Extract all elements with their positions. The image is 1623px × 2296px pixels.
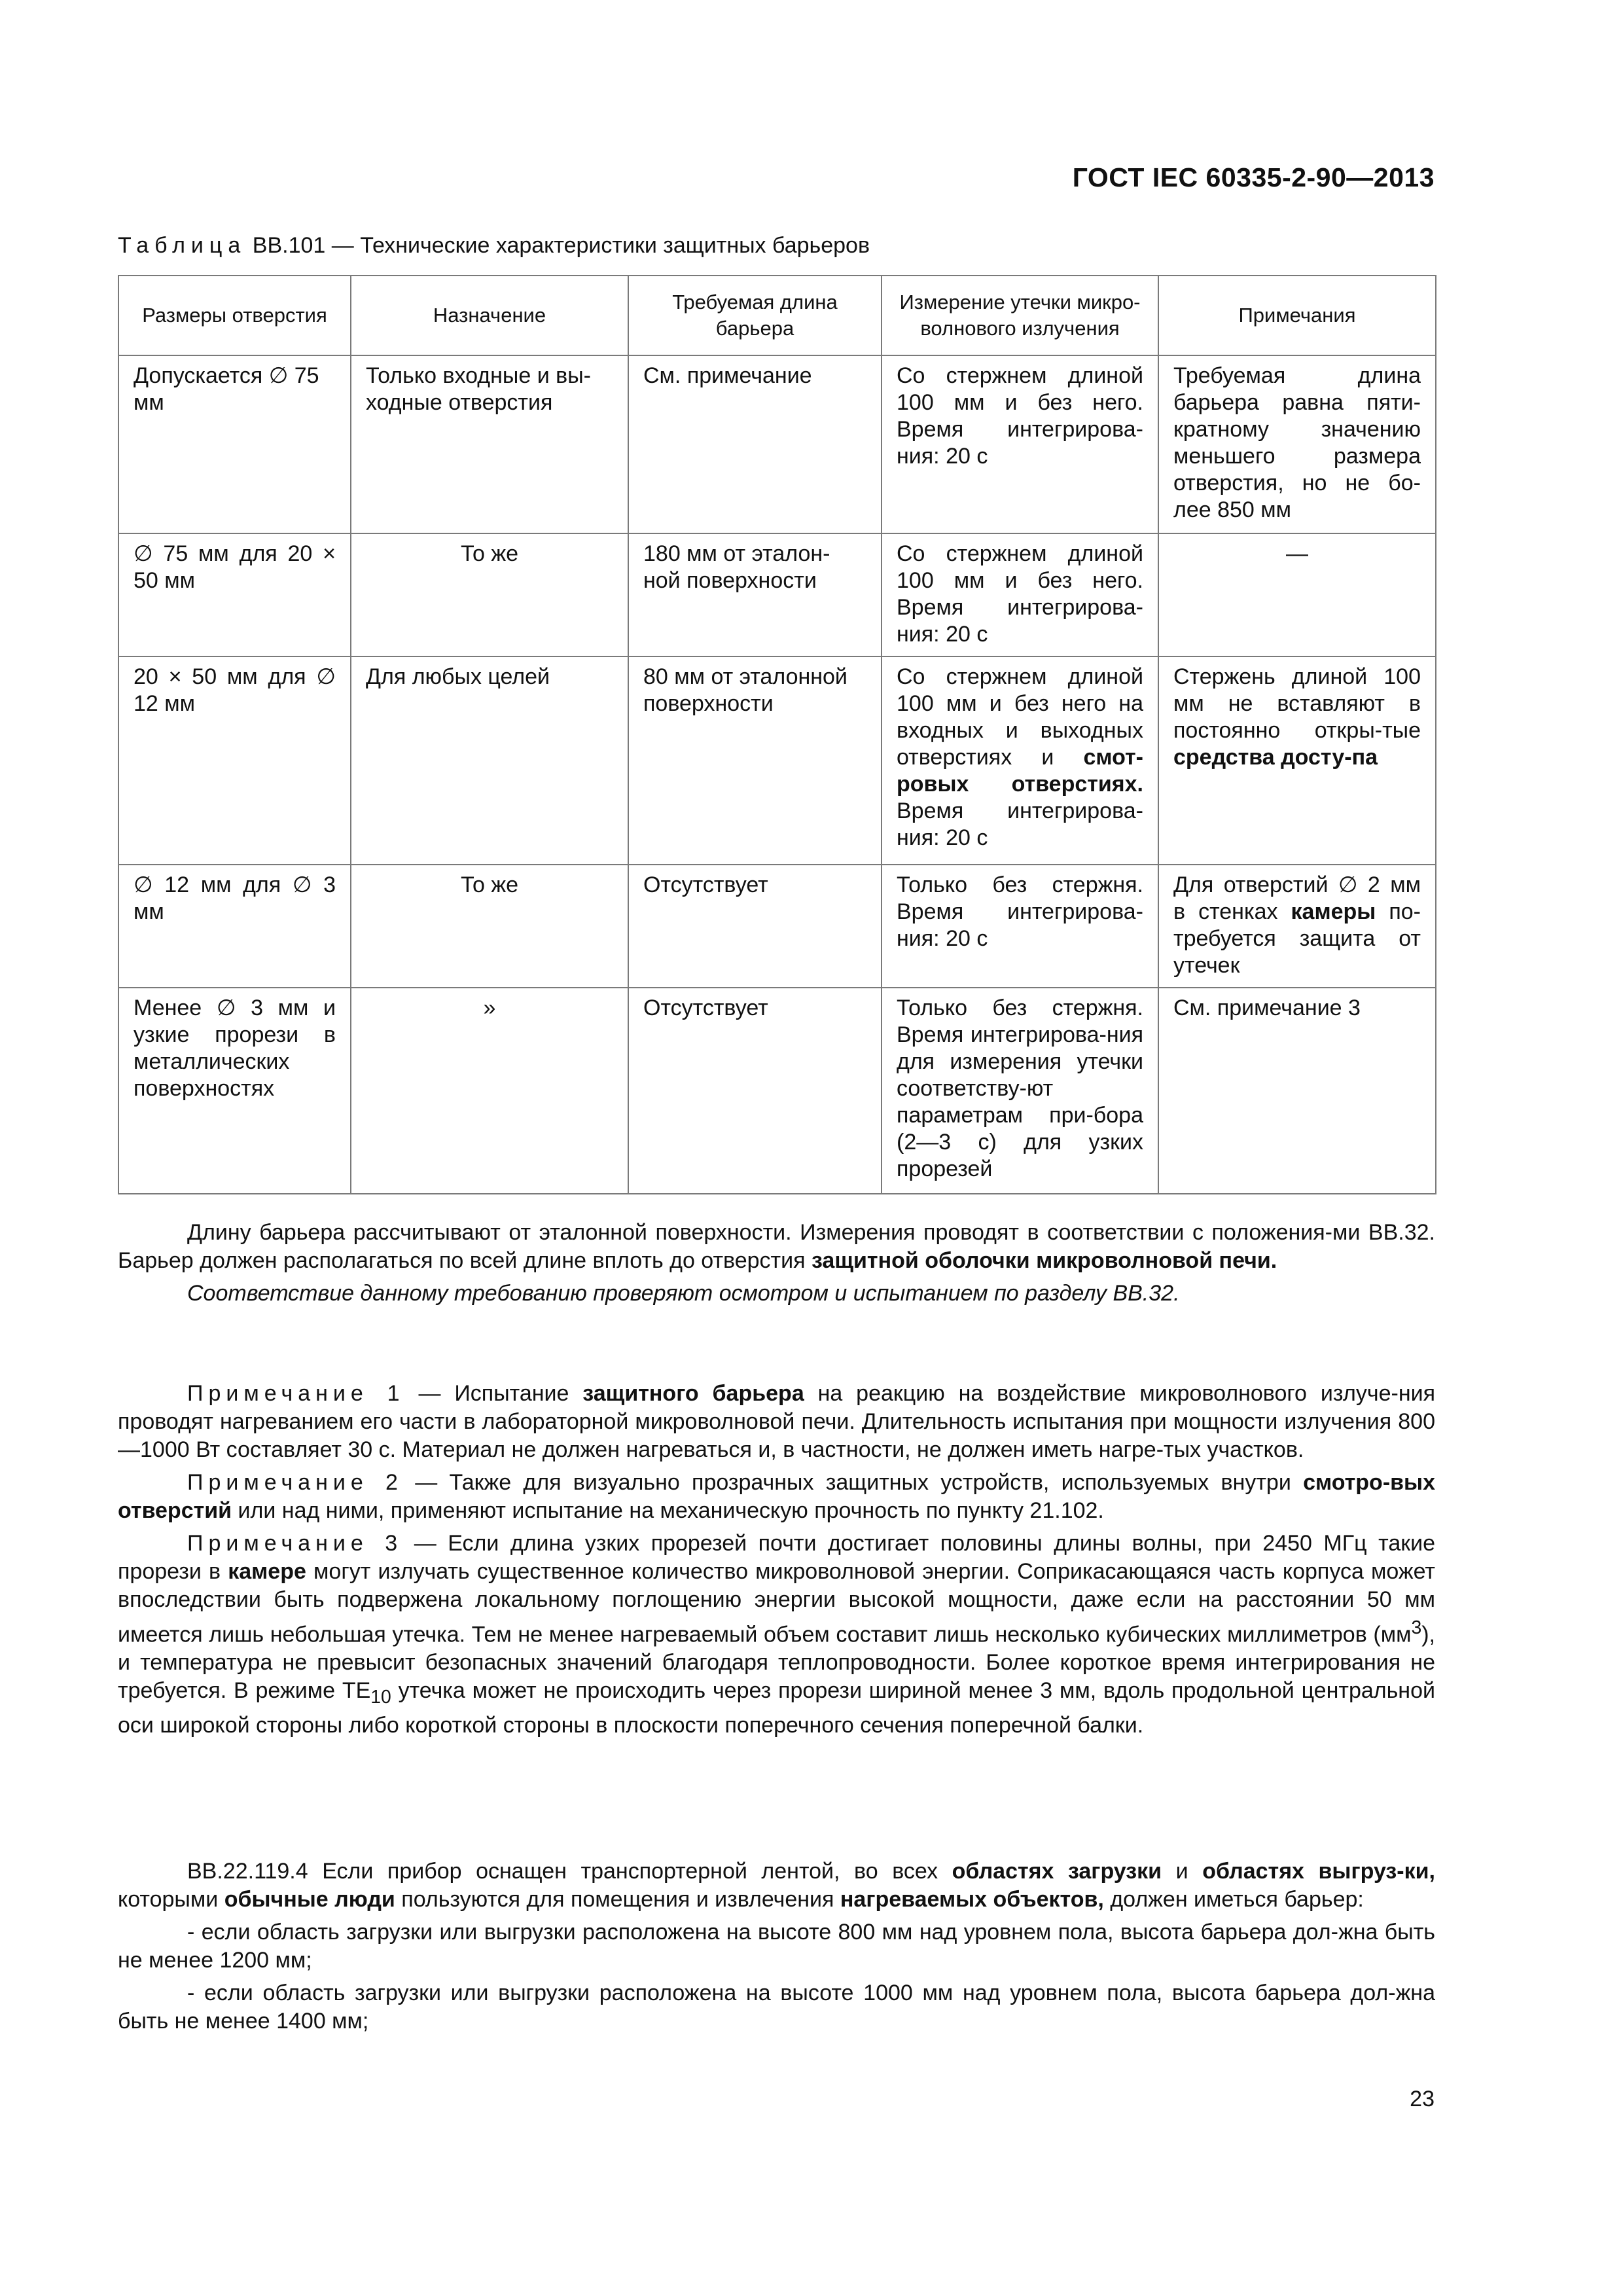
note-text: — Если длина узких прорезей почти достигает половины длины волны, при 2450 МГц такие прорези в (118, 1531, 1435, 1584)
table-caption-title: BB.101 — Технические характеристики защитных барьеров (252, 233, 870, 258)
table-caption-label: Таблица (118, 233, 247, 258)
standard-header: ГОСТ IEC 60335-2-90—2013 (1072, 162, 1435, 192)
note-text: — Испытание (404, 1381, 583, 1406)
clause-text: должен иметься барьер: (1103, 1887, 1364, 1912)
cell-purpose: То же (351, 865, 628, 988)
note-3 (118, 1530, 1435, 1740)
table-row (118, 988, 1436, 1194)
measurement-text: Время интегрирова-ния: 20 с (897, 798, 1143, 850)
clause-text: и (1162, 1859, 1203, 1884)
note-text: утечка может не происходить через прорези шириной менее 3 мм, вдоль продольной центральной оси широкой стороны либо короткой стороны в плоскости поперечного сечения поперечной балки. (118, 1678, 1435, 1738)
clause-bb-22-119-4 (118, 1857, 1435, 2040)
cell-notes (1158, 656, 1436, 865)
notes-text: Стержень длиной 100 мм не вставляют в постоянно откры-тые (1173, 664, 1421, 743)
table-row (118, 865, 1436, 988)
cell-purpose: То же (351, 533, 628, 656)
cell-notes: См. примечание 3 (1158, 988, 1436, 1194)
page-number: 23 (1410, 2087, 1435, 2111)
clause-text: которыми (118, 1887, 224, 1912)
cell-purpose: Для любых целей (351, 656, 628, 865)
cell-measurement: Только без стержня. Время интегрирова-ния для измерения утечки соответству-ют параметрам при-бора (2—3 с) для узких прорезей (882, 988, 1158, 1194)
cell-length: Отсутствует (628, 988, 882, 1194)
subscript: 10 (370, 1687, 391, 1708)
cell-size: 20 × 50 мм для ∅ 12 мм (118, 656, 351, 865)
defined-term: защитной оболочки микроволновой печи. (811, 1248, 1277, 1273)
defined-term: нагреваемых объектов, (840, 1887, 1104, 1912)
cell-purpose: Только входные и вы-ходные отверстия (351, 355, 628, 533)
cell-purpose: » (351, 988, 628, 1194)
measurement-text: Со стержнем длиной 100 мм и без него на входных и выходных отверстиях и (897, 664, 1143, 770)
table-row (118, 355, 1436, 533)
defined-term: обычные люди (224, 1887, 395, 1912)
column-header: Назначение (351, 276, 628, 355)
cell-length: 180 мм от эталон-ной поверхности (628, 533, 882, 656)
table-row (118, 533, 1436, 656)
list-item: - если область загрузки или выгрузки расположена на высоте 1000 мм над уровнем пола, высота барьера дол-жна быть не менее 1400 мм; (118, 1981, 1435, 2034)
column-header: Размеры отверстия (118, 276, 351, 355)
table-header-row (118, 276, 1436, 355)
cell-measurement (882, 656, 1158, 865)
clause-paragraph (118, 1857, 1435, 1914)
note-text: могут излучать существенное количество микроволновой энергии. Соприкасающаяся часть корпуса может впоследствии быть подвержена локальному поглощению энергии высокой мощности, даже если на расстоянии 50 мм имеется лишь небольшая утечка. Тем не менее нагреваемый объем составит лишь несколько кубических миллиметров (мм (118, 1559, 1435, 1647)
cell-size: Менее ∅ 3 мм и узкие прорези в металлических поверхностях (118, 988, 351, 1194)
column-header: Требуемая длина барьера (628, 276, 882, 355)
list-item: - если область загрузки или выгрузки расположена на высоте 800 мм над уровнем пола, высота барьера дол-жна быть не менее 1200 мм; (118, 1920, 1435, 1973)
notes-term: камеры (1291, 899, 1376, 924)
note-1 (118, 1380, 1435, 1464)
cell-notes: Требуемая длина барьера равна пяти-кратному значению меньшего размера отверстия, но не бо-лее 850 мм (1158, 355, 1436, 533)
column-header: Измерение утечки микро-волнового излучения (882, 276, 1158, 355)
defined-term: смотро-вых отверстий (118, 1470, 1435, 1523)
cell-measurement: Только без стержня. Время интегрирова-ния: 20 с (882, 865, 1158, 988)
notes-section (118, 1380, 1435, 1744)
cell-measurement: Со стержнем длиной 100 мм и без него. Время интегрирова-ния: 20 с (882, 355, 1158, 533)
paragraph (118, 1219, 1435, 1275)
notes-text: по-требуется защита от утечек (1173, 899, 1421, 978)
clause-text: пользуются для помещения и извлечения (395, 1887, 840, 1912)
note-text: — Также для визуально прозрачных защитных устройств, используемых внутри (402, 1470, 1304, 1495)
cell-notes: — (1158, 533, 1436, 656)
note-text: ), и температура не превысит безопасных значений благодаря теплопроводности. Более короткое время интегрирования не требуется. В режиме ТЕ (118, 1622, 1435, 1704)
defined-term: защитного барьера (582, 1381, 804, 1406)
defined-term: камере (228, 1559, 306, 1584)
clause-number: BB.22.119.4 (187, 1859, 308, 1884)
cell-length: 80 мм от эталонной поверхности (628, 656, 882, 865)
cell-size: ∅ 12 мм для ∅ 3 мм (118, 865, 351, 988)
body-section-1 (118, 1219, 1435, 1312)
defined-term: областях загрузки (952, 1859, 1162, 1884)
note-label: Примечание 3 (187, 1531, 403, 1556)
barrier-spec-table (118, 275, 1436, 1194)
superscript: 3 (1411, 1617, 1422, 1638)
cell-length: Отсутствует (628, 865, 882, 988)
table-row (118, 656, 1436, 865)
cell-size: ∅ 75 мм для 20 × 50 мм (118, 533, 351, 656)
column-header: Примечания (1158, 276, 1436, 355)
notes-text: Для отверстий ∅ 2 мм в стенках (1173, 872, 1421, 924)
clause-text: Если прибор оснащен транспортерной лентой, во всех (308, 1859, 952, 1884)
notes-term: средства досту-па (1173, 745, 1378, 770)
cell-measurement: Со стержнем длиной 100 мм и без него. Время интегрирова-ния: 20 с (882, 533, 1158, 656)
cell-length: См. примечание (628, 355, 882, 533)
note-text: или над ними, применяют испытание на механическую прочность по пункту 21.102. (232, 1498, 1104, 1523)
note-label: Примечание 2 (187, 1470, 403, 1495)
compliance-statement: Соответствие данному требованию проверяют осмотром и испытанием по разделу BB.32. (187, 1281, 1180, 1306)
measurement-term: смот-ровых отверстиях. (897, 745, 1143, 797)
table-caption (118, 233, 870, 259)
note-label: Примечание 1 (187, 1381, 405, 1406)
cell-notes (1158, 865, 1436, 988)
note-2 (118, 1469, 1435, 1525)
defined-term: областях выгруз-ки, (1202, 1859, 1435, 1884)
note-text: на реакцию на воздействие микроволнового излуче-ния проводят нагреванием его части в лабораторной микроволновой печи. Длительность испытания при мощности излучения 800—1000 Вт составляет 30 с. Материал не должен нагреваться и, в частности, не должен иметь нагре-тых участков. (118, 1381, 1436, 1462)
cell-size: Допускается ∅ 75 мм (118, 355, 351, 533)
paragraph-text: Длину барьера рассчитывают от эталонной поверхности. Измерения проводят в соответствии с положения-ми BB.32. Барьер должен располагаться по всей длине вплоть до отверстия (118, 1220, 1435, 1273)
